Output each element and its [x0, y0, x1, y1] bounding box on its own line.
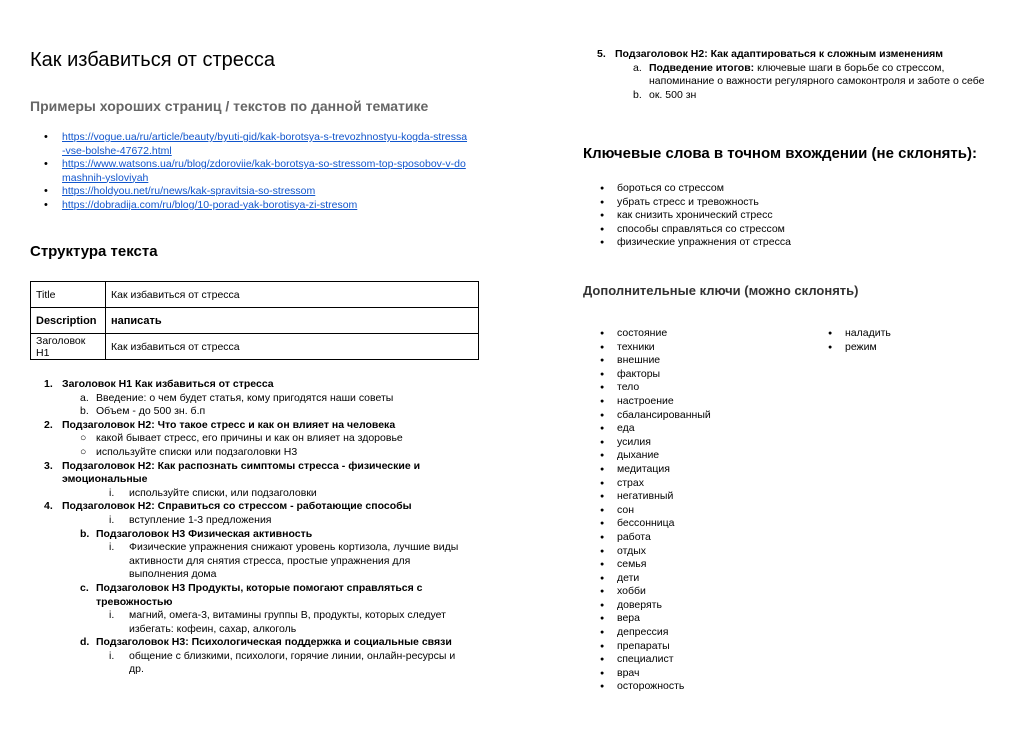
outline-text: используйте списки, или подзаголовки — [129, 486, 317, 499]
outline-text: какой бывает стресс, его причины и как он влияет на здоровье — [96, 432, 403, 445]
list-item: ● физические упражнения от стресса — [583, 236, 791, 250]
text-outline-continued — [583, 48, 993, 102]
exact-keywords-list — [583, 182, 791, 250]
list-marker: ○ — [80, 432, 87, 445]
list-marker: 5. — [597, 48, 606, 60]
example-links-list — [30, 131, 470, 212]
outline-text: ключевые шаги в борьбе со стрессом, напоминание о важности регулярного самоконтроля и заботе о себе — [649, 61, 985, 88]
list-item: ● режим — [811, 341, 891, 355]
page-title: Как избавиться от стресса — [30, 49, 276, 71]
list-item: ● техники — [583, 341, 711, 355]
table-cell-value: Как избавиться от стресса — [106, 282, 479, 308]
outline-item — [30, 528, 460, 542]
list-item: ● медитация — [583, 463, 711, 477]
outline-text: Подзаголовок H2: Как адаптироваться к сложным изменениям — [615, 48, 944, 60]
structure-heading: Структура текста — [30, 243, 158, 260]
outline-item — [30, 487, 460, 501]
list-marker: i. — [109, 649, 115, 662]
table-cell-key: Заголовок H1 — [31, 334, 106, 360]
outline-item — [30, 541, 460, 582]
list-marker: i. — [109, 609, 115, 622]
outline-text: вступление 1-3 предложения — [129, 513, 272, 526]
example-link[interactable]: https://vogue.ua/ru/article/beauty/byuti-gid/kak-borotsya-s-trevozhnostyu-kogda-stressa-vse-bolshe-47672.html — [62, 131, 468, 157]
table-cell-value: Как избавиться от стресса — [106, 334, 479, 360]
outline-text: Подзаголовок H3: Психологическая поддержка и социальные связи — [96, 636, 452, 649]
list-marker: b. — [80, 405, 89, 418]
list-item: ● наладить — [811, 327, 891, 341]
outline-item — [583, 89, 993, 103]
table-cell-value: написать — [106, 308, 479, 334]
outline-item — [30, 432, 460, 446]
list-item: ● осторожность — [583, 680, 711, 694]
list-item: ● хобби — [583, 585, 711, 599]
list-item: ● негативный — [583, 490, 711, 504]
exact-keywords-heading: Ключевые слова в точном вхождении (не склонять): — [583, 145, 977, 162]
outline-text: Физические упражнения снижают уровень кортизола, лучшие виды активности для снятия стресса, простые упражнения для выполнения дома — [129, 541, 459, 581]
example-link[interactable]: https://holdyou.net/ru/news/kak-spravitsia-so-stressom — [62, 185, 316, 197]
table-cell-key: Title — [31, 282, 106, 308]
list-item: ● доверять — [583, 599, 711, 613]
list-item — [30, 158, 470, 185]
list-item: ● еда — [583, 422, 711, 436]
list-item: ● способы справляться со стрессом — [583, 223, 791, 237]
outline-item — [30, 405, 460, 419]
outline-item — [30, 392, 460, 406]
list-marker: 4. — [44, 500, 53, 513]
example-link[interactable]: https://www.watsons.ua/ru/blog/zdoroviie/kak-borotsya-so-stressom-top-sposobov-v-domashnih-ysloviyah — [62, 158, 466, 184]
list-item — [30, 131, 470, 158]
outline-item — [30, 500, 460, 514]
list-item: ● вера — [583, 612, 711, 626]
list-marker: i. — [109, 541, 115, 554]
table-row — [31, 334, 479, 360]
extra-keywords-heading: Дополнительные ключи (можно склонять) — [583, 283, 859, 298]
outline-text: Подзаголовок H3 Продукты, которые помогают справляться с тревожностью — [96, 581, 423, 608]
table-row — [31, 282, 479, 308]
outline-item — [30, 636, 460, 650]
list-item: ● факторы — [583, 368, 711, 382]
list-marker: a. — [80, 391, 89, 404]
extra-keywords-list-2 — [811, 327, 891, 354]
list-item: ● врач — [583, 667, 711, 681]
outline-text: магний, омега-3, витамины группы В, продукты, которых следует избегать: кофеин, сахар, алкоголь — [129, 609, 446, 635]
table-cell-key: Description — [31, 308, 106, 334]
outline-item — [30, 650, 460, 677]
outline-item — [30, 514, 460, 528]
list-marker: 2. — [44, 418, 53, 431]
list-item: ● работа — [583, 531, 711, 545]
list-item: ● отдых — [583, 545, 711, 559]
outline-text: Подзаголовок H2: Справиться со стрессом - работающие способы — [62, 500, 412, 513]
meta-table — [30, 281, 479, 360]
examples-heading: Примеры хороших страниц / текстов по данной тематике — [30, 98, 429, 114]
list-item: ● сбалансированный — [583, 409, 711, 423]
list-marker: c. — [80, 581, 89, 594]
outline-text: Объем - до 500 зн. б.п — [96, 405, 206, 418]
list-item: ● тело — [583, 381, 711, 395]
list-item: ● дыхание — [583, 449, 711, 463]
list-item: ● настроение — [583, 395, 711, 409]
outline-bold-text: Подведение итогов: — [649, 61, 755, 74]
outline-item — [30, 609, 460, 636]
list-marker: a. — [633, 61, 642, 74]
list-item: ● препараты — [583, 640, 711, 654]
outline-text: общение с близкими, психологи, горячие линии, онлайн-ресурсы и др. — [129, 649, 456, 676]
list-item: ● состояние — [583, 327, 711, 341]
list-item: ● бороться со стрессом — [583, 182, 791, 196]
outline-item — [583, 62, 993, 89]
list-marker: i. — [109, 513, 115, 526]
list-item — [30, 199, 470, 213]
outline-item — [30, 378, 460, 392]
list-item: ● убрать стресс и тревожность — [583, 196, 791, 210]
list-marker: d. — [80, 636, 90, 649]
list-item: ● семья — [583, 558, 711, 572]
outline-text: Заголовок H1 Как избавиться от стресса — [62, 378, 274, 390]
outline-text: используйте списки или подзаголовки H3 — [96, 445, 298, 458]
outline-text: Подзаголовок H2: Что такое стресс и как он влияет на человека — [62, 418, 396, 431]
outline-item — [30, 446, 460, 460]
outline-text: Подзаголовок H3 Физическая активность — [96, 527, 313, 540]
list-item: ● страх — [583, 477, 711, 491]
list-marker: 3. — [44, 459, 53, 472]
list-item: ● как снизить хронический стресс — [583, 209, 791, 223]
list-item: ● депрессия — [583, 626, 711, 640]
example-link[interactable]: https://dobradija.com/ru/blog/10-porad-yak-borotisya-zi-stresom — [62, 198, 358, 211]
outline-text: ок. 500 зн — [649, 88, 697, 101]
outline-item — [30, 419, 460, 433]
list-marker: i. — [109, 486, 115, 499]
outline-text: Подзаголовок H2: Как распознать симптомы стресса - физические и эмоциональные — [62, 459, 421, 486]
outline-text: Введение: о чем будет статья, кому пригодятся наши советы — [96, 391, 394, 404]
list-item: ● бессонница — [583, 517, 711, 531]
text-outline — [30, 378, 460, 677]
list-marker: 1. — [44, 378, 53, 390]
list-item: ● дети — [583, 572, 711, 586]
list-marker: b. — [633, 88, 642, 101]
list-marker: b. — [80, 527, 90, 540]
outline-item — [583, 48, 993, 62]
list-item: ● усилия — [583, 436, 711, 450]
list-item — [30, 185, 470, 199]
outline-item — [30, 460, 460, 487]
extra-keywords-list-1 — [583, 327, 711, 694]
list-item: ● сон — [583, 504, 711, 518]
list-marker: ○ — [80, 445, 87, 458]
table-row — [31, 308, 479, 334]
list-item: ● внешние — [583, 354, 711, 368]
outline-item — [30, 582, 460, 609]
list-item: ● специалист — [583, 653, 711, 667]
